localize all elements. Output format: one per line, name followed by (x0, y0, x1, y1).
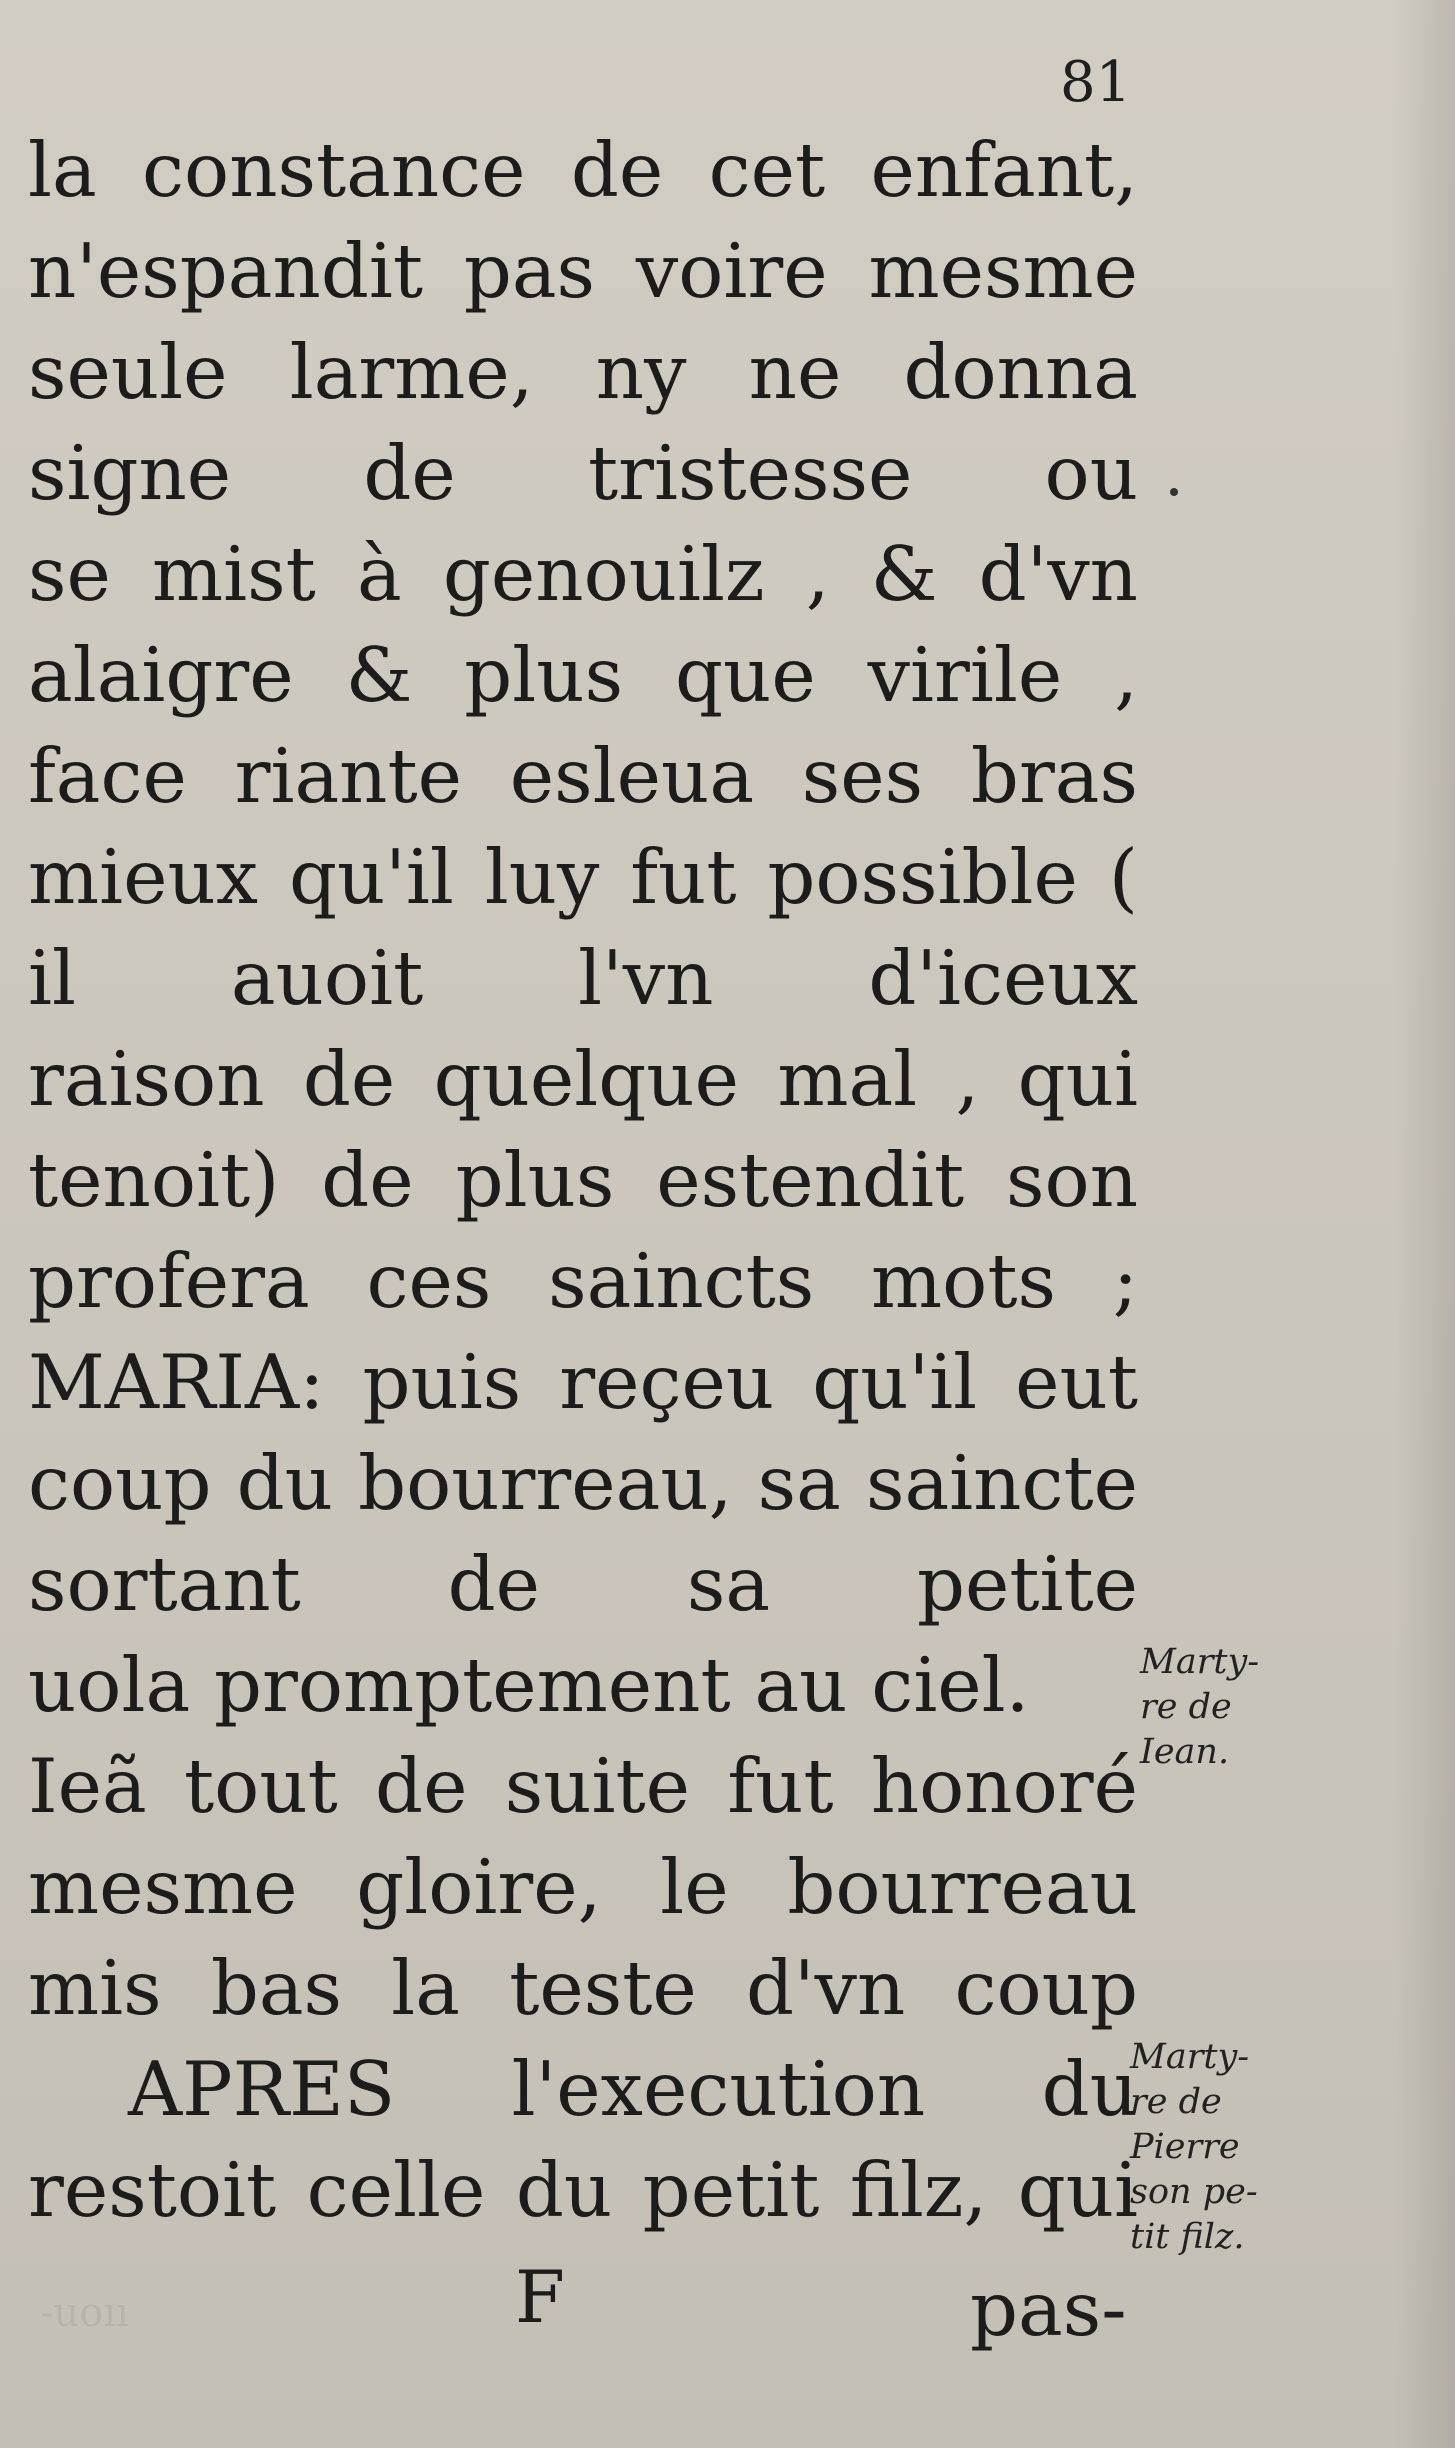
text-line: uola promptement au ciel. (28, 1641, 1030, 1729)
text-line: il auoit l'vn d'iceux (28, 934, 1138, 1022)
text-line: face riante esleua ses bras (28, 732, 1138, 820)
text-line: APRES l'execution du (128, 2045, 1138, 2133)
margin-note-line: son pe- (1130, 2172, 1258, 2212)
catchword: pas- (970, 2265, 1127, 2353)
margin-note-line: re de (1130, 2082, 1222, 2122)
signature-mark: F (515, 2255, 565, 2339)
text-line: n'espandit pas voire mesme (28, 227, 1138, 315)
text-line: se mist à genouilz , & d'vn (28, 530, 1138, 618)
main-text-block (28, 120, 1138, 2241)
text-line: raison de quelque mal , qui (28, 1035, 1138, 1123)
page-number: 81 (1060, 50, 1132, 115)
text-line: seule larme, ny ne donna (28, 328, 1138, 416)
text-line: tenoit) de plus estendit son (28, 1136, 1138, 1224)
margin-note-line: re de (1140, 1687, 1232, 1727)
margin-note (1130, 2035, 1258, 2260)
text-line: mesme gloire, le bourreau (28, 1843, 1138, 1931)
bleed-through-text: -uoıı (40, 2290, 129, 2336)
ink-dot (1170, 488, 1178, 496)
text-line: coup du bourreau, sa saincte (28, 1439, 1138, 1527)
margin-note-line: Iean. (1140, 1732, 1230, 1772)
text-line: mis bas la teste d'vn coup (28, 1944, 1138, 2032)
text-line: Ieã tout de suite fut honoré (28, 1742, 1138, 1830)
margin-note (1140, 1640, 1259, 1775)
text-line: mieux qu'il luy fut possible ( (28, 833, 1138, 921)
margin-note-line: Marty- (1130, 2037, 1250, 2077)
text-line: profera ces saincts mots ; (28, 1237, 1138, 1325)
text-line: sortant de sa petite (28, 1540, 1138, 1628)
margin-note-line: tit filz. (1130, 2217, 1245, 2257)
margin-note-line: Marty- (1140, 1642, 1260, 1682)
text-line: signe de tristesse ou (28, 429, 1138, 517)
text-line: MARIA: puis reçeu qu'il eut (28, 1338, 1138, 1426)
text-line: la constance de cet enfant, (28, 126, 1138, 214)
margin-note-line: Pierre (1130, 2127, 1240, 2167)
text-line: restoit celle du petit filz, qui (28, 2146, 1138, 2234)
text-line: alaigre & plus que virile , (28, 631, 1138, 719)
